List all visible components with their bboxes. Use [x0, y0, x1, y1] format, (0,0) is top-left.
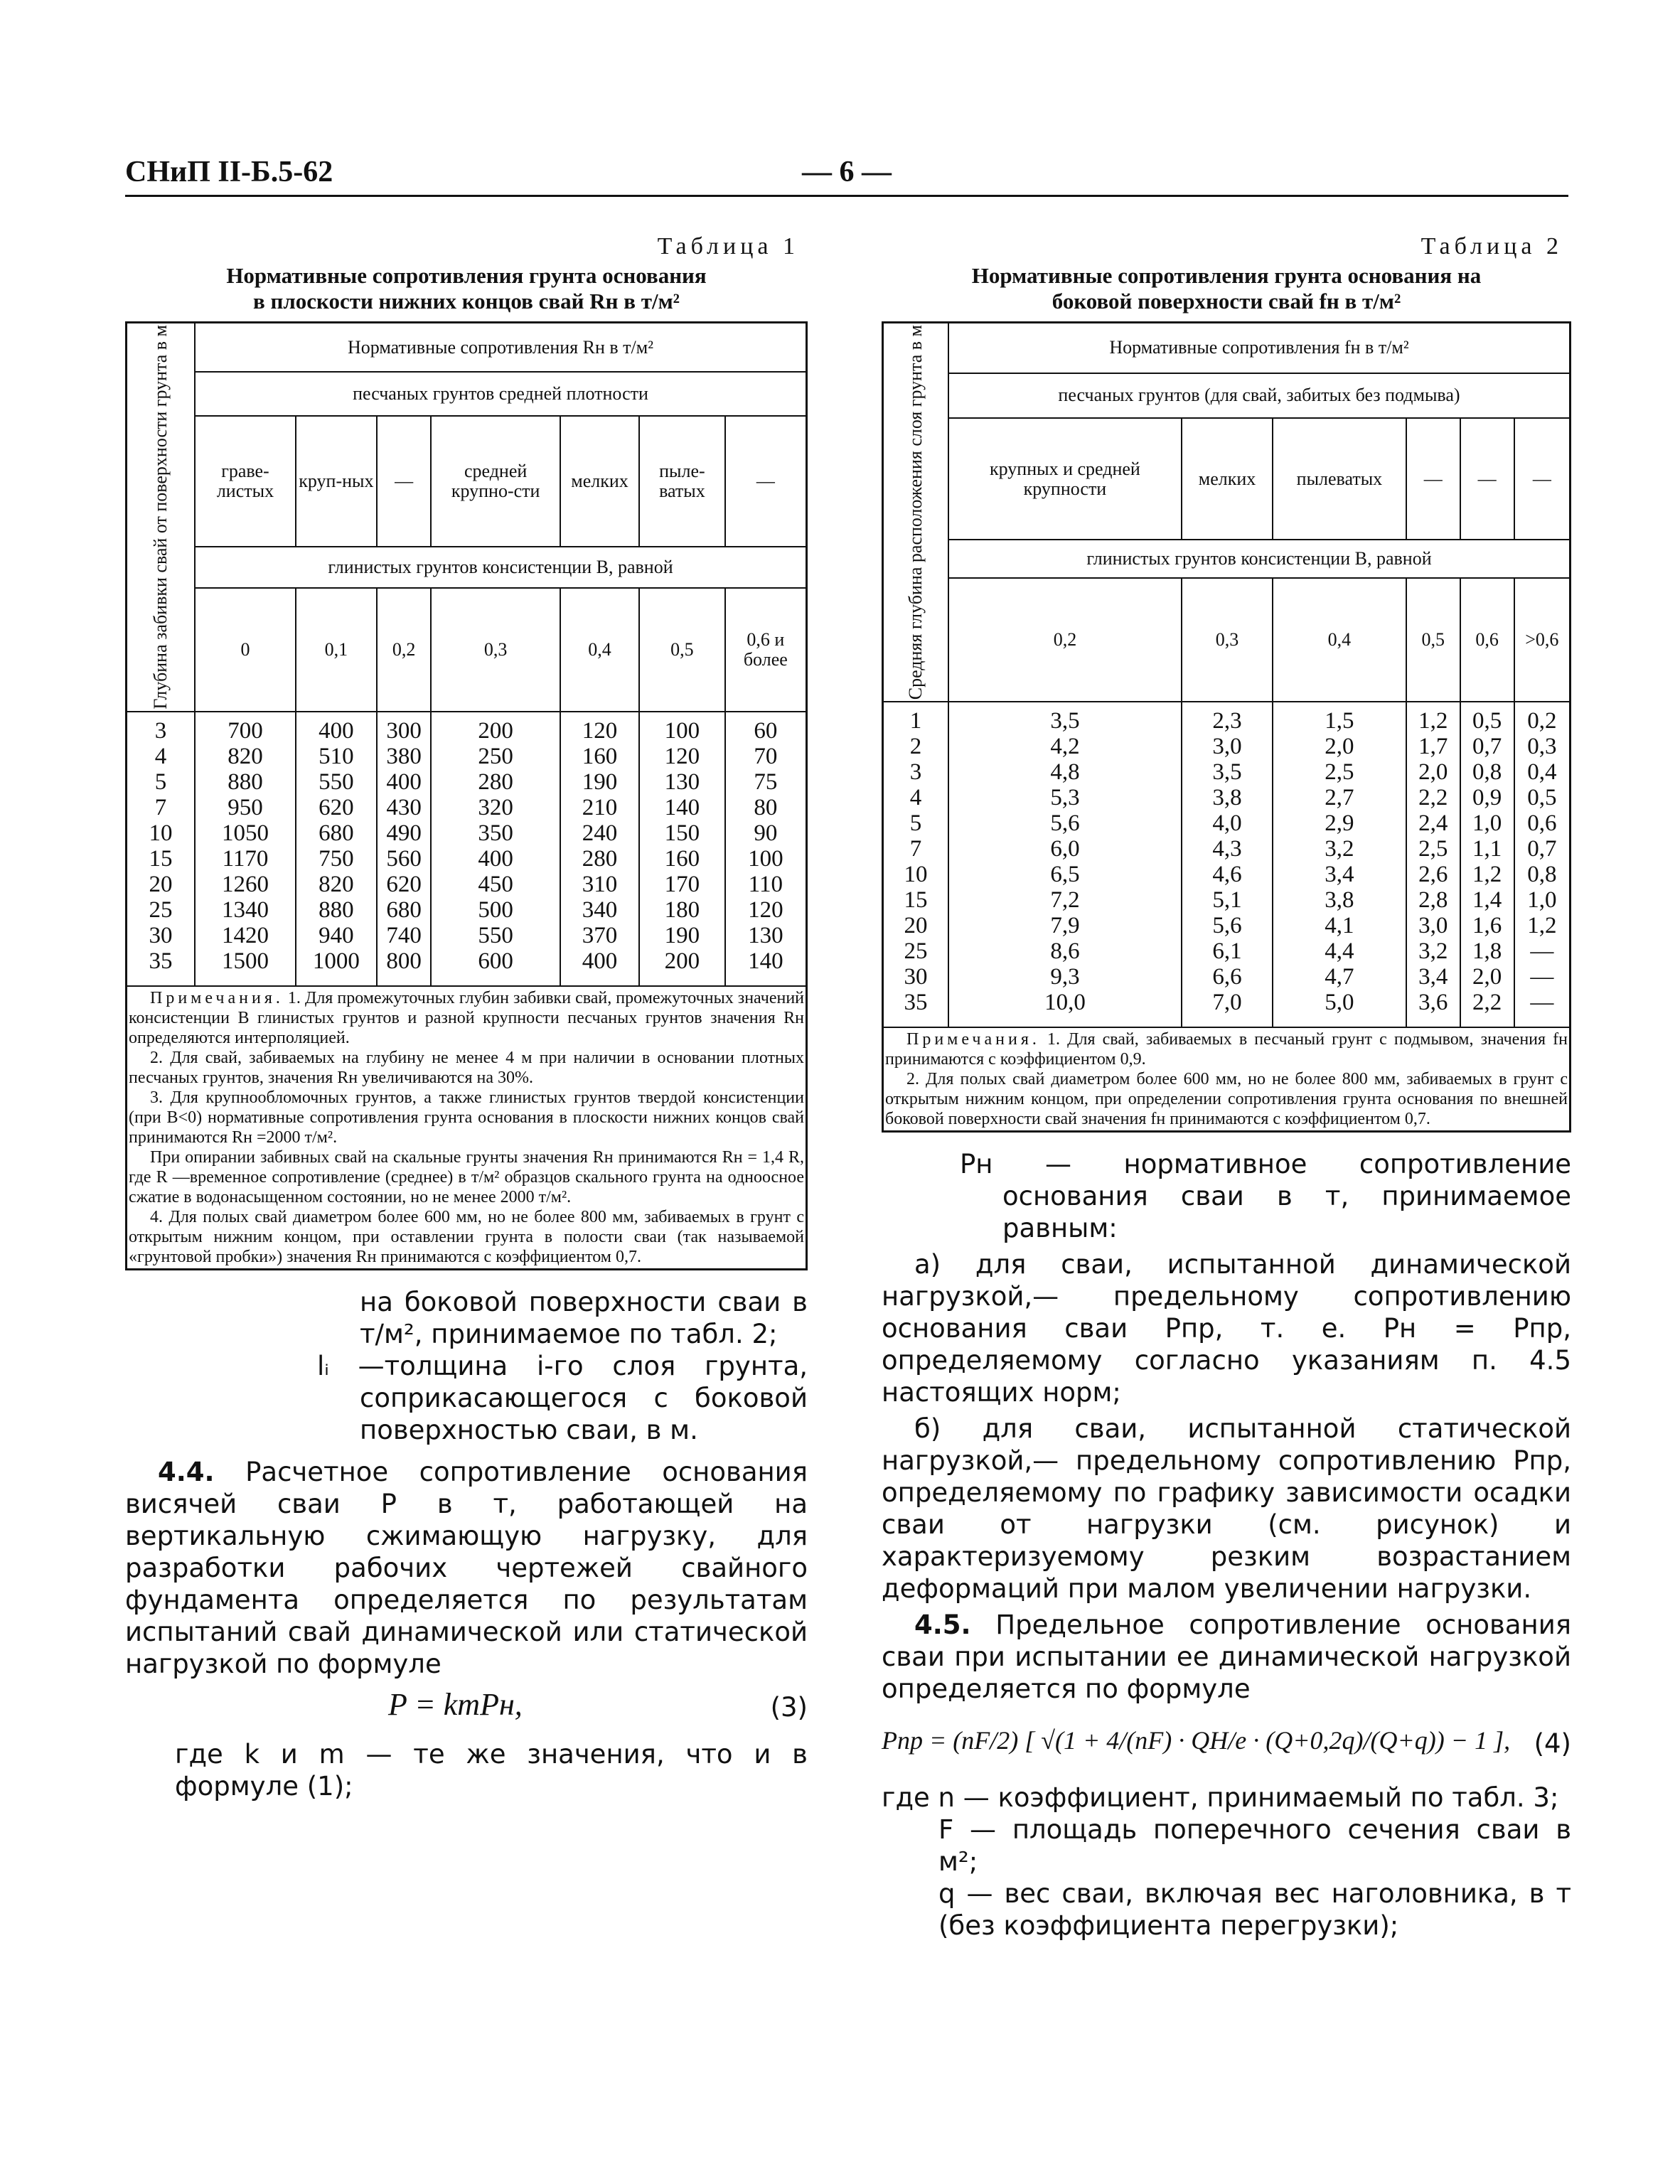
table-cell: 750 — [319, 845, 354, 872]
table-cell: 550 — [319, 769, 354, 795]
table-cell: 0,3 — [1527, 734, 1557, 760]
table-cell: 740 — [386, 922, 422, 948]
t1-sand-type-6: — — [725, 416, 806, 547]
table2-title-line2: боковой поверхности свай fн в т/м² — [1052, 289, 1401, 314]
table-cell: 1170 — [222, 845, 269, 872]
table1-note-3: 3. Для крупнообломочных грунтов, а также глинистых грунтов твердой консистенции (при B<0) нормативные сопротивления грунта основания в плоскости нижних концов свай принимаются Rн =2000 т/м². — [129, 1088, 804, 1147]
table-cell: 450 — [478, 871, 513, 897]
t1-data-column-3 — [431, 712, 560, 986]
table-cell: 1050 — [221, 820, 269, 846]
table1-title — [125, 263, 808, 314]
table-cell: 250 — [478, 743, 513, 769]
t1-data-column-5 — [639, 712, 724, 986]
table-cell: 3,0 — [1212, 734, 1242, 760]
table-cell: 3,4 — [1325, 862, 1354, 888]
table2-title — [882, 263, 1571, 314]
t1-data-column-6 — [725, 712, 806, 986]
table1-title-line1: Нормативные сопротивления грунта основания — [226, 263, 707, 288]
depth-value: 7 — [154, 794, 167, 820]
table-cell: 550 — [478, 922, 513, 948]
table2-depth-header: Средняя глубина расположения слоя грунта в м — [905, 325, 926, 700]
table-cell: 510 — [319, 743, 354, 769]
table1-note-1: 1. Для промежуточных глубин забивки свай, промежуточных значений консистенции B глинистых грунтов и разной крупности песчаных грунтов значения Rн определяются интерполяцией. — [129, 988, 805, 1047]
table1-notes — [127, 986, 806, 1268]
table2-norm-header: Нормативные сопротивления fн в т/м² — [948, 323, 1569, 373]
table-cell: 400 — [386, 769, 422, 795]
table-cell: 0,5 — [1527, 785, 1557, 811]
table-cell: 560 — [386, 845, 422, 872]
table-cell: 320 — [478, 794, 513, 820]
section-4-4 — [125, 1456, 808, 1680]
table1-title-line2: в плоскости нижних концов свай Rн в т/м² — [253, 289, 680, 314]
f-definition: F — площадь поперечного сечения сваи в м²; — [938, 1814, 1571, 1878]
section-4-5-number: 4.5. — [914, 1610, 971, 1641]
formula-4-row — [882, 1712, 1571, 1776]
table-cell: 1420 — [221, 922, 269, 948]
q-definition: q — вес сваи, включая вес наголовника, в т (без коэффициента перегрузки); — [938, 1878, 1571, 1942]
table-cell: 1000 — [312, 948, 360, 974]
t1-sand-type-0: граве-листых — [195, 416, 296, 547]
table-cell: 150 — [664, 820, 700, 846]
t2-clay-value-5: >0,6 — [1514, 578, 1569, 702]
table-cell: 160 — [582, 743, 618, 769]
table-cell: 3,5 — [1212, 759, 1242, 786]
t1-sand-type-3: средней крупно-сти — [431, 416, 560, 547]
t1-sand-type-4: мелких — [560, 416, 639, 547]
depth-value: 35 — [904, 990, 928, 1016]
table2-caption: Таблица 2 — [1420, 233, 1563, 259]
table1-depth-header-cell — [127, 323, 195, 712]
t1-data-column-0 — [195, 712, 296, 986]
table1 — [125, 321, 808, 1270]
table-cell: 6,6 — [1212, 964, 1242, 990]
table-cell: 140 — [748, 948, 783, 974]
depth-value: 5 — [154, 769, 167, 795]
t2-data-column-1 — [1182, 702, 1273, 1027]
right-body-text — [882, 1148, 1571, 1942]
table-cell: 100 — [664, 717, 700, 744]
t2-clay-value-1: 0,3 — [1182, 578, 1273, 702]
table-cell: 3,4 — [1418, 964, 1448, 990]
table-cell: 2,9 — [1325, 810, 1354, 837]
depth-value: 10 — [149, 820, 173, 846]
item-a: а) для сваи, испытанной динамической нагрузкой,— предельному сопротивлению основания сваи Pпр, т. е. Pн = Pпр, определяемому согласно указаниям п. 4.5 настоящих норм; — [882, 1249, 1571, 1408]
table-cell: 4,2 — [1050, 734, 1080, 760]
depth-value: 3 — [154, 717, 167, 744]
table1-note-3b: При опирании забивных свай на скальные грунты значения Rн принимаются Rн = 1,4 R, где R —временное сопротивление (среднее) в т/м² образцов скального грунта на одноосное сжатие в водонасыщенном состоянии, но не менее 2000 т/м². — [129, 1147, 804, 1206]
table-cell: 3,2 — [1325, 836, 1354, 862]
table-cell: 130 — [664, 769, 700, 795]
table-cell: 9,3 — [1050, 964, 1080, 990]
table-cell: 180 — [664, 896, 700, 923]
t2-sand-type-0: крупных и средней крупности — [948, 418, 1182, 540]
table-cell: 2,3 — [1212, 708, 1242, 734]
table-cell: 2,5 — [1325, 759, 1354, 786]
table1-sand-header: песчаных грунтов средней плотности — [195, 372, 806, 415]
t2-data-column-2 — [1273, 702, 1406, 1027]
t1-clay-value-4: 0,4 — [560, 588, 639, 712]
table-cell: 2,4 — [1418, 810, 1448, 837]
table-cell: 120 — [748, 896, 783, 923]
t1-clay-value-0: 0 — [195, 588, 296, 712]
table1-norm-header: Нормативные сопротивления Rн в т/м² — [195, 323, 806, 372]
t1-depth-column — [127, 712, 195, 986]
t2-clay-value-2: 0,4 — [1273, 578, 1406, 702]
table-cell: 4,3 — [1212, 836, 1242, 862]
table-cell: 370 — [582, 922, 618, 948]
t1-clay-value-3: 0,3 — [431, 588, 560, 712]
t2-clay-value-0: 0,2 — [948, 578, 1182, 702]
table-cell: 0,4 — [1527, 759, 1557, 786]
table-cell: 300 — [386, 717, 422, 744]
table-cell: 490 — [386, 820, 422, 846]
table-cell: 4,4 — [1325, 938, 1354, 965]
table-cell: 3,0 — [1418, 913, 1448, 939]
table-cell: 3,2 — [1418, 938, 1448, 965]
depth-value: 25 — [149, 896, 173, 923]
table-cell: 100 — [748, 845, 783, 872]
table-cell: 4,8 — [1050, 759, 1080, 786]
where-k-m: где k и m — те же значения, что и в формуле (1); — [175, 1738, 808, 1802]
table-cell: 2,8 — [1418, 887, 1448, 914]
depth-value: 15 — [149, 845, 173, 872]
table1-depth-header: Глубина забивки свай от поверхности грунта в м — [150, 325, 171, 710]
section-4-4-text: Расчетное сопротивление основания висячей сваи P в т, работающей на вертикальную сжимающую нагрузку, для разработки рабочих чертежей свайного фундамента определяется по результатам испытаний свай динамической или статической нагрузкой по формуле — [125, 1456, 808, 1679]
t2-clay-value-4: 0,6 — [1460, 578, 1514, 702]
li-symbol: lᵢ — — [317, 1350, 385, 1381]
t2-clay-value-3: 0,5 — [1406, 578, 1460, 702]
table-cell: 110 — [748, 871, 783, 897]
table2-note-2: 2. Для полых свай диаметром более 600 мм, но не более 800 мм, забиваемых в грунт с открытым нижним концом, при определении сопротивления грунта основания по внешней боковой поверхности свай значения fн принимаются с коэффициентом 0,7. — [885, 1070, 1568, 1129]
table-cell: 5,1 — [1212, 887, 1242, 914]
table-cell: — — [1530, 938, 1554, 965]
depth-value: 20 — [149, 871, 173, 897]
table2-notes — [884, 1027, 1569, 1130]
t2-data-column-4 — [1460, 702, 1514, 1027]
table-cell: 160 — [664, 845, 700, 872]
table1-caption: Таблица 1 — [657, 233, 799, 259]
table-cell: 1,2 — [1527, 913, 1557, 939]
t2-data-column-5 — [1514, 702, 1569, 1027]
t2-sand-type-5: — — [1514, 418, 1569, 540]
table-cell: 2,0 — [1472, 964, 1502, 990]
t1-sand-type-1: круп-ных — [296, 416, 377, 547]
table-cell: 0,7 — [1472, 734, 1502, 760]
t1-clay-value-2: 0,2 — [377, 588, 432, 712]
table-cell: 5,3 — [1050, 785, 1080, 811]
table-cell: 620 — [319, 794, 354, 820]
formula-3: P = kmPн, — [388, 1686, 523, 1722]
table-cell: 340 — [582, 896, 618, 923]
depth-value: 2 — [909, 734, 922, 760]
page-number: — 6 — — [802, 156, 892, 188]
t1-clay-value-5: 0,5 — [639, 588, 724, 712]
table-cell: 3,6 — [1418, 990, 1448, 1016]
table-cell: 0,9 — [1472, 785, 1502, 811]
table-cell: 200 — [664, 948, 700, 974]
table-cell: 0,7 — [1527, 836, 1557, 862]
table-cell: 80 — [754, 794, 778, 820]
page-header — [125, 155, 1568, 197]
table-cell: 1,7 — [1418, 734, 1448, 760]
table1-notes-label: Примечания. — [150, 988, 284, 1007]
section-4-5 — [882, 1609, 1571, 1705]
table2-grid — [884, 323, 1569, 1130]
table2-title-line1: Нормативные сопротивления грунта основания на — [971, 263, 1482, 288]
table-cell: 190 — [664, 922, 700, 948]
depth-value: 20 — [904, 913, 928, 939]
table-cell: 4,0 — [1212, 810, 1242, 837]
table-cell: 0,2 — [1527, 708, 1557, 734]
table-cell: 60 — [754, 717, 778, 744]
table-cell: — — [1530, 964, 1554, 990]
t2-sand-type-1: мелких — [1182, 418, 1273, 540]
t2-data-column-0 — [948, 702, 1182, 1027]
section-4-4-number: 4.4. — [158, 1456, 215, 1487]
table-cell: 700 — [228, 717, 263, 744]
table-cell: 280 — [582, 845, 618, 872]
table-cell: 130 — [748, 922, 783, 948]
fn-definition-cont: на боковой поверхности сваи в т/м², принимаемое по табл. 2; — [360, 1286, 808, 1349]
table-cell: 170 — [664, 871, 700, 897]
table-cell: 400 — [319, 717, 354, 744]
table-cell: 200 — [478, 717, 513, 744]
table-cell: 950 — [228, 794, 263, 820]
t2-sand-type-2: пылеватых — [1273, 418, 1406, 540]
table1-grid — [127, 323, 806, 1268]
table-cell: 880 — [228, 769, 263, 795]
table-cell: 120 — [664, 743, 700, 769]
table-cell: 2,7 — [1325, 785, 1354, 811]
table-cell: 8,6 — [1050, 938, 1080, 965]
table2-notes-label: Примечания. — [906, 1030, 1040, 1049]
table-cell: 1,0 — [1472, 810, 1502, 837]
t1-data-column-4 — [560, 712, 639, 986]
table-cell: 310 — [582, 871, 618, 897]
pn-symbol: Pн — — [960, 1149, 1071, 1180]
table-cell: 210 — [582, 794, 618, 820]
table-cell: 3,8 — [1325, 887, 1354, 914]
table-cell: 820 — [228, 743, 263, 769]
table-cell: 5,6 — [1212, 913, 1242, 939]
table-cell: 0,8 — [1527, 862, 1557, 888]
t1-clay-value-1: 0,1 — [296, 588, 377, 712]
table1-note-4: 4. Для полых свай диаметром более 600 мм, но не более 800 мм, забиваемых в грунт с открытым нижним концом, при оставлении грунта в полости сваи (так называемой «грунтовой пробки») значения Rн принимаются с коэффициентом 0,7. — [129, 1207, 804, 1266]
depth-value: 30 — [904, 964, 928, 990]
depth-value: 7 — [909, 836, 922, 862]
n-definition: где n — коэффициент, принимаемый по табл. 3; — [882, 1782, 1559, 1814]
table-cell: 4,6 — [1212, 862, 1242, 888]
table-cell: 1500 — [221, 948, 269, 974]
t2-depth-column — [884, 702, 948, 1027]
t1-clay-value-6: 0,6 и более — [725, 588, 806, 712]
table-cell: 90 — [754, 820, 778, 846]
pn-text: нормативное сопротивление основания сваи в т, принимаемое равным: — [1002, 1149, 1572, 1244]
item-b: б) для сваи, испытанной статической нагрузкой,— предельному сопротивлению Pпр, определяемому по графику зависимости осадки сваи от нагрузки (см. рисунок) и характеризуемому резким возрастанием деформаций при малом увеличении нагрузки. — [882, 1413, 1571, 1605]
table-cell: 1,4 — [1472, 887, 1502, 914]
table-cell: 3,5 — [1050, 708, 1080, 734]
table-cell: 5,0 — [1325, 990, 1354, 1016]
table1-clay-header: глинистых грунтов консистенции B, равной — [195, 547, 806, 588]
table-cell: 400 — [478, 845, 513, 872]
table-cell: 2,5 — [1418, 836, 1448, 862]
table-cell: 2,2 — [1472, 990, 1502, 1016]
formula-4: Pпр = (nF/2) [ √(1 + 4/(nF) · QH/e · (Q+0,2q)/(Q+q)) − 1 ], — [882, 1726, 1511, 1755]
table-cell: 880 — [319, 896, 354, 923]
table-cell: 7,0 — [1212, 990, 1242, 1016]
t1-data-column-1 — [296, 712, 377, 986]
table2-sand-header: песчаных грунтов (для свай, забитых без подмыва) — [948, 373, 1569, 418]
table-cell: 10,0 — [1044, 990, 1086, 1016]
t1-sand-type-2: — — [377, 416, 432, 547]
table-cell: 6,1 — [1212, 938, 1242, 965]
section-4-5-text: Предельное сопротивление основания сваи при испытании ее динамической нагрузкой определяется по формуле — [882, 1610, 1572, 1705]
table-cell: 140 — [664, 794, 700, 820]
formula-3-row — [125, 1686, 808, 1728]
table-cell: 190 — [582, 769, 618, 795]
t1-data-column-2 — [377, 712, 432, 986]
depth-value: 10 — [904, 862, 928, 888]
table-cell: 4,7 — [1325, 964, 1354, 990]
table-cell: 800 — [386, 948, 422, 974]
table-cell: 820 — [319, 871, 354, 897]
li-text: толщина i-го слоя грунта, соприкасающегося с боковой поверхностью сваи, в м. — [360, 1350, 808, 1445]
table-cell: 6,5 — [1050, 862, 1080, 888]
table-cell: 7,9 — [1050, 913, 1080, 939]
table-cell: 2,2 — [1418, 785, 1448, 811]
table-cell: 940 — [319, 922, 354, 948]
table-cell: 240 — [582, 820, 618, 846]
t2-sand-type-4: — — [1460, 418, 1514, 540]
table2-note-1: 1. Для свай, забиваемых в песчаный грунт с подмывом, значения fн принимаются с коэффициентом 0,9. — [885, 1030, 1568, 1069]
table-cell: 380 — [386, 743, 422, 769]
table-cell: 1,1 — [1472, 836, 1502, 862]
table-cell: 1340 — [221, 896, 269, 923]
table-cell: 2,6 — [1418, 862, 1448, 888]
document-code: СНиП II-Б.5-62 — [125, 156, 333, 188]
table1-note-2: 2. Для свай, забиваемых на глубину не менее 4 м при наличии в основании плотных песчаных грунтов, значения Rн увеличиваются на 30%. — [129, 1048, 804, 1087]
table-cell: 680 — [319, 820, 354, 846]
table-cell: 400 — [582, 948, 618, 974]
right-column — [882, 233, 1571, 1942]
formula-4-number: (4) — [1534, 1728, 1571, 1760]
table-cell: 75 — [754, 769, 778, 795]
table-cell: 2,0 — [1325, 734, 1354, 760]
depth-value: 3 — [909, 759, 922, 786]
table-cell: 0,8 — [1472, 759, 1502, 786]
table-cell: 350 — [478, 820, 513, 846]
table-cell: 1,8 — [1472, 938, 1502, 965]
table-cell: 500 — [478, 896, 513, 923]
table2-clay-header: глинистых грунтов консистенции B, равной — [948, 540, 1569, 578]
table-cell: 6,0 — [1050, 836, 1080, 862]
table-cell: 680 — [386, 896, 422, 923]
table-cell: 1,2 — [1418, 708, 1448, 734]
t2-data-column-3 — [1406, 702, 1460, 1027]
left-body-text — [125, 1286, 808, 1802]
table-cell: 2,0 — [1418, 759, 1448, 786]
table-cell: 7,2 — [1050, 887, 1080, 914]
t2-sand-type-3: — — [1406, 418, 1460, 540]
table-cell: — — [1530, 990, 1554, 1016]
table-cell: 70 — [754, 743, 778, 769]
table-cell: 620 — [386, 871, 422, 897]
table2 — [882, 321, 1571, 1133]
table-cell: 1260 — [221, 871, 269, 897]
depth-value: 35 — [149, 948, 173, 974]
left-column — [125, 233, 808, 1802]
table-cell: 280 — [478, 769, 513, 795]
depth-value: 25 — [904, 938, 928, 965]
depth-value: 4 — [909, 785, 922, 811]
depth-value: 1 — [909, 708, 922, 734]
depth-value: 4 — [154, 743, 167, 769]
table-cell: 5,6 — [1050, 810, 1080, 837]
table-cell: 1,2 — [1472, 862, 1502, 888]
formula-3-number: (3) — [770, 1691, 808, 1723]
table-cell: 1,6 — [1472, 913, 1502, 939]
depth-value: 30 — [149, 922, 173, 948]
table-cell: 430 — [386, 794, 422, 820]
table-cell: 1,0 — [1527, 887, 1557, 914]
table-cell: 3,8 — [1212, 785, 1242, 811]
table-cell: 4,1 — [1325, 913, 1354, 939]
depth-value: 15 — [904, 887, 928, 914]
depth-value: 5 — [909, 810, 922, 837]
t1-sand-type-5: пыле-ватых — [639, 416, 724, 547]
table-cell: 120 — [582, 717, 618, 744]
li-definition — [125, 1350, 808, 1446]
table2-depth-header-cell — [884, 323, 948, 702]
table-cell: 1,5 — [1325, 708, 1354, 734]
pn-definition — [882, 1148, 1571, 1244]
table-cell: 0,6 — [1527, 810, 1557, 837]
table-cell: 0,5 — [1472, 708, 1502, 734]
table-cell: 600 — [478, 948, 513, 974]
